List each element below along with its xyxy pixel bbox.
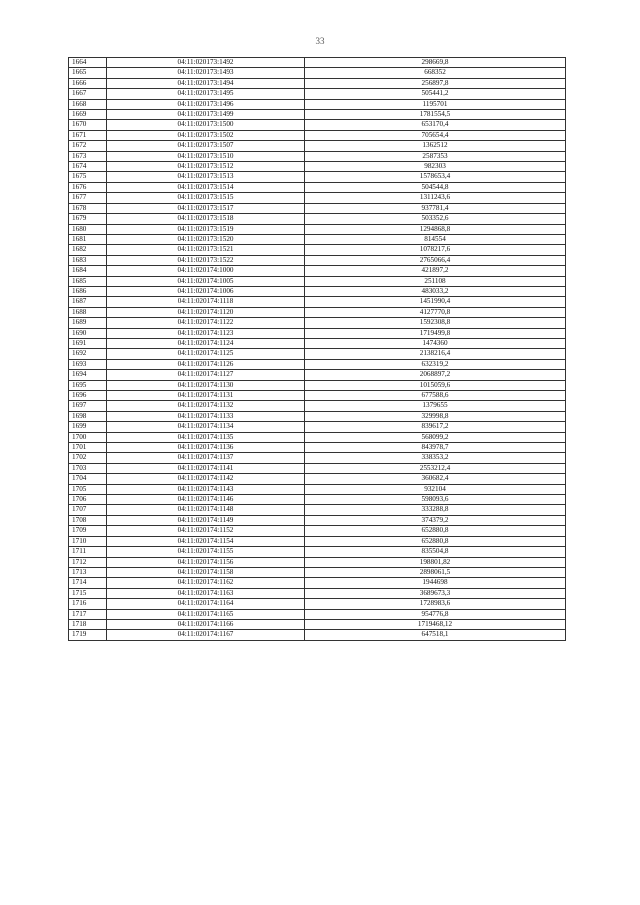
value-cell: 1078217,6 xyxy=(305,245,566,255)
cadastral-number-cell: 04:11:020174:1005 xyxy=(107,276,305,286)
row-number-cell: 1718 xyxy=(69,619,107,629)
cadastral-number-cell: 04:11:020174:1155 xyxy=(107,547,305,557)
value-cell: 568099,2 xyxy=(305,432,566,442)
value-cell: 1781554,5 xyxy=(305,110,566,120)
table-row xyxy=(69,224,566,234)
table-row xyxy=(69,432,566,442)
value-cell: 705654,4 xyxy=(305,130,566,140)
cadastral-number-cell: 04:11:020174:1162 xyxy=(107,578,305,588)
cadastral-number-cell: 04:11:020174:1130 xyxy=(107,380,305,390)
value-cell: 1944698 xyxy=(305,578,566,588)
row-number-cell: 1701 xyxy=(69,443,107,453)
cadastral-number-cell: 04:11:020173:1510 xyxy=(107,151,305,161)
value-cell: 198801,82 xyxy=(305,557,566,567)
cadastral-number-cell: 04:11:020173:1517 xyxy=(107,203,305,213)
row-number-cell: 1706 xyxy=(69,495,107,505)
value-cell: 937781,4 xyxy=(305,203,566,213)
value-cell: 421897,2 xyxy=(305,266,566,276)
value-cell: 2138216,4 xyxy=(305,349,566,359)
cadastral-number-cell: 04:11:020174:1127 xyxy=(107,370,305,380)
cadastral-number-cell: 04:11:020174:1126 xyxy=(107,359,305,369)
cadastral-number-cell: 04:11:020174:1141 xyxy=(107,463,305,473)
table-row xyxy=(69,349,566,359)
value-cell: 2553212,4 xyxy=(305,463,566,473)
value-cell: 932104 xyxy=(305,484,566,494)
cadastral-number-cell: 04:11:020174:1120 xyxy=(107,307,305,317)
value-cell: 298669,8 xyxy=(305,58,566,68)
row-number-cell: 1716 xyxy=(69,599,107,609)
cadastral-number-cell: 04:11:020173:1513 xyxy=(107,172,305,182)
cadastral-number-cell: 04:11:020174:1152 xyxy=(107,526,305,536)
row-number-cell: 1700 xyxy=(69,432,107,442)
row-number-cell: 1713 xyxy=(69,567,107,577)
row-number-cell: 1689 xyxy=(69,318,107,328)
row-number-cell: 1710 xyxy=(69,536,107,546)
cadastral-number-cell: 04:11:020173:1496 xyxy=(107,99,305,109)
table-row xyxy=(69,619,566,629)
value-cell: 1728983,6 xyxy=(305,599,566,609)
table-row xyxy=(69,245,566,255)
table-row xyxy=(69,484,566,494)
table-row xyxy=(69,307,566,317)
row-number-cell: 1667 xyxy=(69,89,107,99)
value-cell: 814554 xyxy=(305,234,566,244)
cadastral-number-cell: 04:11:020173:1500 xyxy=(107,120,305,130)
value-cell: 652880,8 xyxy=(305,536,566,546)
value-cell: 653170,4 xyxy=(305,120,566,130)
table-row xyxy=(69,401,566,411)
value-cell: 251108 xyxy=(305,276,566,286)
value-cell: 954776,8 xyxy=(305,609,566,619)
cadastral-number-cell: 04:11:020173:1499 xyxy=(107,110,305,120)
cadastral-number-cell: 04:11:020173:1507 xyxy=(107,141,305,151)
cadastral-number-cell: 04:11:020173:1521 xyxy=(107,245,305,255)
cadastral-number-cell: 04:11:020173:1512 xyxy=(107,162,305,172)
cadastral-number-cell: 04:11:020173:1522 xyxy=(107,255,305,265)
row-number-cell: 1697 xyxy=(69,401,107,411)
value-cell: 374379,2 xyxy=(305,515,566,525)
cadastral-number-cell: 04:11:020174:1137 xyxy=(107,453,305,463)
value-cell: 4127770,8 xyxy=(305,307,566,317)
cadastral-number-cell: 04:11:020173:1515 xyxy=(107,193,305,203)
cadastral-number-cell: 04:11:020174:1146 xyxy=(107,495,305,505)
row-number-cell: 1666 xyxy=(69,78,107,88)
table-row xyxy=(69,214,566,224)
cadastral-number-cell: 04:11:020174:1142 xyxy=(107,474,305,484)
value-cell: 652880,8 xyxy=(305,526,566,536)
row-number-cell: 1672 xyxy=(69,141,107,151)
cadastral-number-cell: 04:11:020174:1158 xyxy=(107,567,305,577)
row-number-cell: 1711 xyxy=(69,547,107,557)
table-row xyxy=(69,120,566,130)
cadastral-number-cell: 04:11:020173:1518 xyxy=(107,214,305,224)
row-number-cell: 1686 xyxy=(69,286,107,296)
cadastral-number-cell: 04:11:020174:1148 xyxy=(107,505,305,515)
value-cell: 329998,8 xyxy=(305,411,566,421)
value-cell: 2898061,5 xyxy=(305,567,566,577)
cadastral-number-cell: 04:11:020174:1132 xyxy=(107,401,305,411)
cadastral-number-cell: 04:11:020174:1124 xyxy=(107,338,305,348)
cadastral-number-cell: 04:11:020173:1502 xyxy=(107,130,305,140)
cadastral-number-cell: 04:11:020174:1136 xyxy=(107,443,305,453)
row-number-cell: 1702 xyxy=(69,453,107,463)
value-cell: 1474360 xyxy=(305,338,566,348)
cadastral-number-cell: 04:11:020173:1492 xyxy=(107,58,305,68)
table-row xyxy=(69,203,566,213)
table-row xyxy=(69,422,566,432)
row-number-cell: 1693 xyxy=(69,359,107,369)
row-number-cell: 1682 xyxy=(69,245,107,255)
value-cell: 505441,2 xyxy=(305,89,566,99)
table-row xyxy=(69,297,566,307)
table-row xyxy=(69,463,566,473)
row-number-cell: 1674 xyxy=(69,162,107,172)
table-row xyxy=(69,234,566,244)
row-number-cell: 1685 xyxy=(69,276,107,286)
table-row xyxy=(69,58,566,68)
value-cell: 1719468,12 xyxy=(305,619,566,629)
cadastral-number-cell: 04:11:020174:1164 xyxy=(107,599,305,609)
cadastral-number-cell: 04:11:020174:1165 xyxy=(107,609,305,619)
cadastral-number-cell: 04:11:020174:1166 xyxy=(107,619,305,629)
table-row xyxy=(69,162,566,172)
value-cell: 677588,6 xyxy=(305,391,566,401)
table-row xyxy=(69,599,566,609)
row-number-cell: 1691 xyxy=(69,338,107,348)
page-number: 33 xyxy=(315,36,325,46)
cadastral-number-cell: 04:11:020174:1156 xyxy=(107,557,305,567)
table-row xyxy=(69,391,566,401)
row-number-cell: 1709 xyxy=(69,526,107,536)
row-number-cell: 1714 xyxy=(69,578,107,588)
value-cell: 1015059,6 xyxy=(305,380,566,390)
table-row xyxy=(69,286,566,296)
row-number-cell: 1698 xyxy=(69,411,107,421)
value-cell: 1719499,8 xyxy=(305,328,566,338)
cadastral-number-cell: 04:11:020174:1000 xyxy=(107,266,305,276)
row-number-cell: 1681 xyxy=(69,234,107,244)
row-number-cell: 1683 xyxy=(69,255,107,265)
table-row xyxy=(69,526,566,536)
value-cell: 504544,8 xyxy=(305,182,566,192)
row-number-cell: 1677 xyxy=(69,193,107,203)
value-cell: 503352,6 xyxy=(305,214,566,224)
table-row xyxy=(69,130,566,140)
row-number-cell: 1715 xyxy=(69,588,107,598)
row-number-cell: 1708 xyxy=(69,515,107,525)
cadastral-number-cell: 04:11:020174:1167 xyxy=(107,630,305,640)
table-row xyxy=(69,141,566,151)
table-row xyxy=(69,89,566,99)
cadastral-number-cell: 04:11:020174:1123 xyxy=(107,328,305,338)
cadastral-number-cell: 04:11:020174:1122 xyxy=(107,318,305,328)
cadastral-number-cell: 04:11:020173:1519 xyxy=(107,224,305,234)
row-number-cell: 1704 xyxy=(69,474,107,484)
row-number-cell: 1679 xyxy=(69,214,107,224)
table-row xyxy=(69,151,566,161)
value-cell: 483033,2 xyxy=(305,286,566,296)
row-number-cell: 1695 xyxy=(69,380,107,390)
row-number-cell: 1690 xyxy=(69,328,107,338)
value-cell: 1592308,8 xyxy=(305,318,566,328)
cadastral-number-cell: 04:11:020174:1154 xyxy=(107,536,305,546)
value-cell: 1451990,4 xyxy=(305,297,566,307)
table-row xyxy=(69,255,566,265)
value-cell: 1311243,6 xyxy=(305,193,566,203)
value-cell: 598093,6 xyxy=(305,495,566,505)
table-row xyxy=(69,328,566,338)
table-row xyxy=(69,474,566,484)
row-number-cell: 1688 xyxy=(69,307,107,317)
value-cell: 3689673,3 xyxy=(305,588,566,598)
table-row xyxy=(69,359,566,369)
row-number-cell: 1707 xyxy=(69,505,107,515)
cadastral-number-cell: 04:11:020173:1495 xyxy=(107,89,305,99)
row-number-cell: 1671 xyxy=(69,130,107,140)
value-cell: 1578653,4 xyxy=(305,172,566,182)
row-number-cell: 1669 xyxy=(69,110,107,120)
table-row xyxy=(69,495,566,505)
value-cell: 360682,4 xyxy=(305,474,566,484)
table-row xyxy=(69,536,566,546)
cadastral-number-cell: 04:11:020174:1131 xyxy=(107,391,305,401)
table-row xyxy=(69,557,566,567)
table-row xyxy=(69,78,566,88)
table-row xyxy=(69,380,566,390)
table-row xyxy=(69,276,566,286)
row-number-cell: 1703 xyxy=(69,463,107,473)
row-number-cell: 1678 xyxy=(69,203,107,213)
cadastral-number-cell: 04:11:020173:1493 xyxy=(107,68,305,78)
table-row xyxy=(69,99,566,109)
value-cell: 1294868,8 xyxy=(305,224,566,234)
table-row xyxy=(69,193,566,203)
row-number-cell: 1675 xyxy=(69,172,107,182)
table-row xyxy=(69,453,566,463)
cadastral-number-cell: 04:11:020174:1135 xyxy=(107,432,305,442)
row-number-cell: 1664 xyxy=(69,58,107,68)
table-body xyxy=(69,58,566,641)
table-row xyxy=(69,567,566,577)
table-row xyxy=(69,370,566,380)
value-cell: 1195701 xyxy=(305,99,566,109)
table-row xyxy=(69,588,566,598)
table-row xyxy=(69,443,566,453)
row-number-cell: 1676 xyxy=(69,182,107,192)
row-number-cell: 1705 xyxy=(69,484,107,494)
table-row xyxy=(69,609,566,619)
row-number-cell: 1696 xyxy=(69,391,107,401)
cadastral-number-cell: 04:11:020174:1149 xyxy=(107,515,305,525)
value-cell: 2765066,4 xyxy=(305,255,566,265)
value-cell: 835504,8 xyxy=(305,547,566,557)
table-row xyxy=(69,505,566,515)
value-cell: 632319,2 xyxy=(305,359,566,369)
cadastral-number-cell: 04:11:020174:1134 xyxy=(107,422,305,432)
row-number-cell: 1717 xyxy=(69,609,107,619)
cadastral-number-cell: 04:11:020174:1133 xyxy=(107,411,305,421)
row-number-cell: 1719 xyxy=(69,630,107,640)
value-cell: 256897,8 xyxy=(305,78,566,88)
cadastral-number-cell: 04:11:020174:1143 xyxy=(107,484,305,494)
row-number-cell: 1712 xyxy=(69,557,107,567)
table-row xyxy=(69,578,566,588)
table-row xyxy=(69,630,566,640)
value-cell: 1362512 xyxy=(305,141,566,151)
value-cell: 982303 xyxy=(305,162,566,172)
value-cell: 333288,8 xyxy=(305,505,566,515)
row-number-cell: 1665 xyxy=(69,68,107,78)
table-row xyxy=(69,318,566,328)
cadastral-number-cell: 04:11:020173:1494 xyxy=(107,78,305,88)
row-number-cell: 1699 xyxy=(69,422,107,432)
table-row xyxy=(69,182,566,192)
value-cell: 338353,2 xyxy=(305,453,566,463)
row-number-cell: 1668 xyxy=(69,99,107,109)
value-cell: 843978,7 xyxy=(305,443,566,453)
row-number-cell: 1684 xyxy=(69,266,107,276)
value-cell: 1379655 xyxy=(305,401,566,411)
row-number-cell: 1687 xyxy=(69,297,107,307)
row-number-cell: 1670 xyxy=(69,120,107,130)
table-row xyxy=(69,515,566,525)
table-row xyxy=(69,266,566,276)
value-cell: 839617,2 xyxy=(305,422,566,432)
row-number-cell: 1680 xyxy=(69,224,107,234)
cadastral-number-cell: 04:11:020174:1006 xyxy=(107,286,305,296)
row-number-cell: 1673 xyxy=(69,151,107,161)
table-row xyxy=(69,110,566,120)
value-cell: 2587353 xyxy=(305,151,566,161)
value-cell: 668352 xyxy=(305,68,566,78)
cadastral-number-cell: 04:11:020174:1163 xyxy=(107,588,305,598)
table-row xyxy=(69,68,566,78)
row-number-cell: 1694 xyxy=(69,370,107,380)
table-row xyxy=(69,172,566,182)
cadastral-value-table xyxy=(68,57,566,641)
value-cell: 2068897,2 xyxy=(305,370,566,380)
cadastral-number-cell: 04:11:020173:1514 xyxy=(107,182,305,192)
cadastral-number-cell: 04:11:020174:1125 xyxy=(107,349,305,359)
value-cell: 647518,1 xyxy=(305,630,566,640)
cadastral-number-cell: 04:11:020173:1520 xyxy=(107,234,305,244)
table-row xyxy=(69,338,566,348)
table-row xyxy=(69,547,566,557)
row-number-cell: 1692 xyxy=(69,349,107,359)
cadastral-number-cell: 04:11:020174:1118 xyxy=(107,297,305,307)
table-row xyxy=(69,411,566,421)
